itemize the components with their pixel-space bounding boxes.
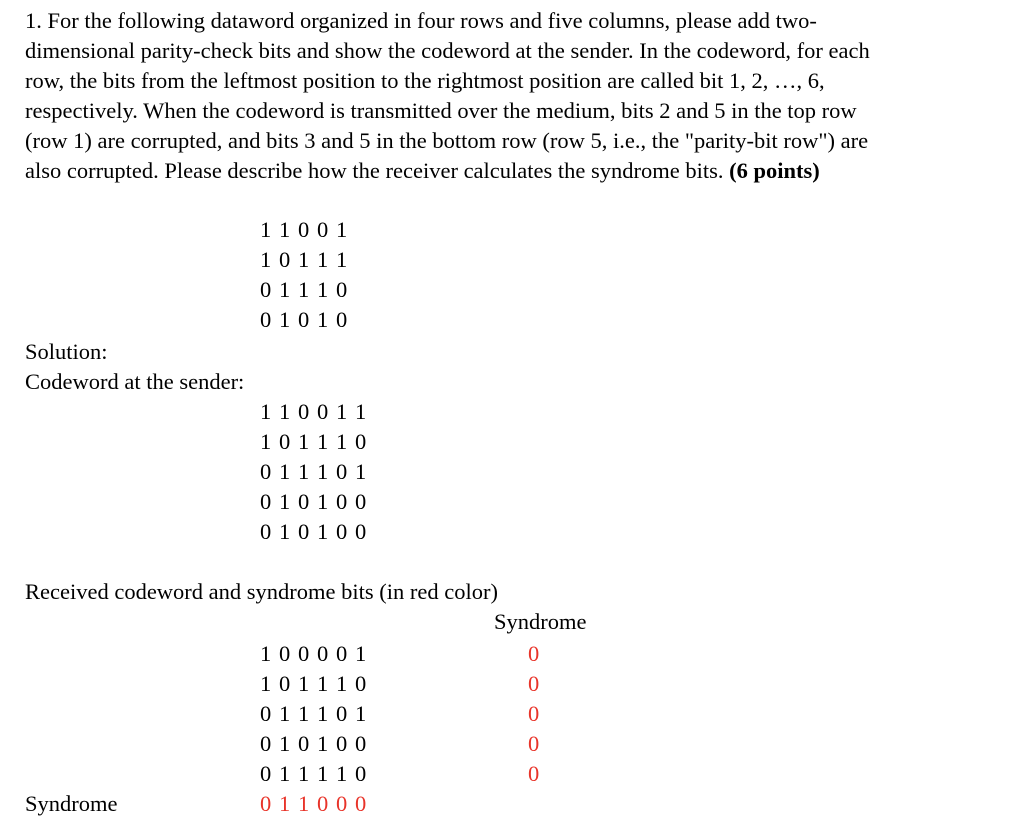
bit: 1 <box>298 671 310 696</box>
bit: 0 <box>336 307 348 332</box>
syndrome-bit: 0 <box>528 641 540 666</box>
bit: 0 <box>355 519 367 544</box>
bit: 0 <box>279 671 291 696</box>
column-syndrome-row <box>260 789 374 819</box>
bit: 0 <box>260 761 272 786</box>
bit: 0 <box>355 489 367 514</box>
bit: 1 <box>317 731 329 756</box>
bit: 1 <box>298 277 310 302</box>
bit: 0 <box>260 701 272 726</box>
bit: 0 <box>260 489 272 514</box>
bit: 0 <box>260 307 272 332</box>
bit: 0 <box>298 519 310 544</box>
bit: 1 <box>279 459 291 484</box>
bit: 0 <box>279 641 291 666</box>
bit: 1 <box>260 217 272 242</box>
bit: 0 <box>298 489 310 514</box>
bit: 0 <box>336 489 348 514</box>
bit: 1 <box>298 459 310 484</box>
bit: 0 <box>279 429 291 454</box>
bit: 0 <box>336 731 348 756</box>
bit: 0 <box>298 731 310 756</box>
bit: 1 <box>336 671 348 696</box>
bit: 1 <box>317 247 329 272</box>
bit: 0 <box>355 671 367 696</box>
bit: 1 <box>317 307 329 332</box>
bit: 0 <box>355 761 367 786</box>
received-row <box>260 699 374 729</box>
question-number: 1. <box>25 8 42 33</box>
bit: 1 <box>336 247 348 272</box>
bit: 1 <box>279 399 291 424</box>
codeword-row <box>260 487 374 517</box>
question-line-3: row, the bits from the leftmost position to the rightmost position are called bit 1, 2, …, 6, <box>25 68 825 93</box>
syndrome-column-header: Syndrome <box>494 609 587 634</box>
bit: 0 <box>336 459 348 484</box>
bit: 1 <box>279 489 291 514</box>
bit: 1 <box>317 459 329 484</box>
points-label: (6 points) <box>729 158 820 183</box>
question-line-4: respectively. When the codeword is transmitted over the medium, bits 2 and 5 in the top row <box>25 98 857 123</box>
bit: 0 <box>336 519 348 544</box>
bit: 1 <box>355 641 367 666</box>
bit: 0 <box>355 731 367 756</box>
bit: 1 <box>279 277 291 302</box>
bit: 0 <box>279 247 291 272</box>
syndrome-bit: 0 <box>317 791 329 816</box>
received-row <box>260 639 374 669</box>
received-row <box>260 669 374 699</box>
codeword-row <box>260 517 374 547</box>
bit: 1 <box>317 277 329 302</box>
bit: 1 <box>260 671 272 696</box>
bit: 0 <box>260 519 272 544</box>
bit: 1 <box>279 701 291 726</box>
received-codeword-label: Received codeword and syndrome bits (in red color) <box>25 579 498 604</box>
codeword-row <box>260 457 374 487</box>
bit: 1 <box>355 399 367 424</box>
bit: 1 <box>317 761 329 786</box>
dataword-row <box>260 245 355 275</box>
question-line-2: dimensional parity-check bits and show the codeword at the sender. In the codeword, for each <box>25 38 870 63</box>
bit: 1 <box>279 217 291 242</box>
syndrome-row-label: Syndrome <box>25 791 118 816</box>
bit: 1 <box>317 671 329 696</box>
bit: 0 <box>336 701 348 726</box>
bit: 1 <box>279 519 291 544</box>
bit: 0 <box>260 731 272 756</box>
bit: 1 <box>279 307 291 332</box>
received-row <box>260 759 374 789</box>
codeword-row <box>260 427 374 457</box>
bit: 1 <box>279 761 291 786</box>
bit: 0 <box>260 277 272 302</box>
bit: 0 <box>260 459 272 484</box>
bit: 1 <box>260 429 272 454</box>
syndrome-bit: 0 <box>336 791 348 816</box>
syndrome-bit: 0 <box>355 791 367 816</box>
syndrome-bit: 0 <box>528 671 540 696</box>
bit: 1 <box>336 399 348 424</box>
bit: 1 <box>317 429 329 454</box>
syndrome-bit: 0 <box>528 701 540 726</box>
bit: 0 <box>298 307 310 332</box>
bit: 0 <box>317 641 329 666</box>
bit: 1 <box>260 247 272 272</box>
syndrome-bit: 1 <box>279 791 291 816</box>
bit: 1 <box>336 761 348 786</box>
bit: 0 <box>317 217 329 242</box>
bit: 0 <box>336 277 348 302</box>
solution-label: Solution: <box>25 339 108 364</box>
bit: 1 <box>317 701 329 726</box>
syndrome-bit: 0 <box>528 731 540 756</box>
bit: 1 <box>298 247 310 272</box>
bit: 1 <box>260 399 272 424</box>
bit: 1 <box>317 519 329 544</box>
bit: 1 <box>317 489 329 514</box>
bit: 1 <box>298 701 310 726</box>
question-line-1: 1. For the following dataword organized in four rows and five columns, please add two- <box>25 8 817 33</box>
bit: 1 <box>355 459 367 484</box>
bit: 0 <box>355 429 367 454</box>
bit: 1 <box>279 731 291 756</box>
dataword-row <box>260 275 355 305</box>
question-line-6: also corrupted. Please describe how the receiver calculates the syndrome bits. (6 points) <box>25 158 820 183</box>
bit: 0 <box>336 641 348 666</box>
bit: 1 <box>355 701 367 726</box>
bit: 0 <box>298 399 310 424</box>
received-row <box>260 729 374 759</box>
bit: 1 <box>298 429 310 454</box>
question-paragraph <box>25 6 1010 186</box>
syndrome-bit: 1 <box>298 791 310 816</box>
bit: 1 <box>336 217 348 242</box>
syndrome-bit: 0 <box>528 761 540 786</box>
question-line-5: (row 1) are corrupted, and bits 3 and 5 in the bottom row (row 5, i.e., the "parity-bit row") are <box>25 128 869 153</box>
syndrome-bit: 0 <box>260 791 272 816</box>
bit: 1 <box>336 429 348 454</box>
codeword-row <box>260 397 374 427</box>
sender-codeword-label: Codeword at the sender: <box>25 369 245 394</box>
dataword-row <box>260 305 355 335</box>
bit: 1 <box>260 641 272 666</box>
bit: 0 <box>298 217 310 242</box>
dataword-row <box>260 215 355 245</box>
bit: 0 <box>298 641 310 666</box>
bit: 0 <box>317 399 329 424</box>
bit: 1 <box>298 761 310 786</box>
